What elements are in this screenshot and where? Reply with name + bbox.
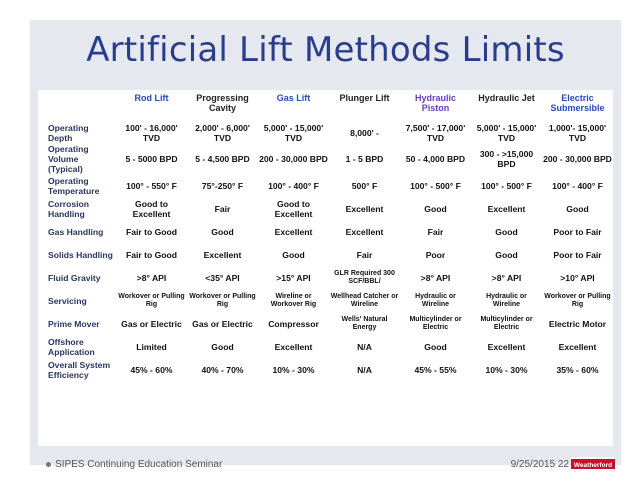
row-label: Operating Volume (Typical) [48,144,89,174]
table-cell: 35% - 60% [556,364,599,375]
header-hydraulic-piston: Hydraulic Piston [414,93,456,113]
table-cell: Multicylinder or Electric [480,315,533,331]
header-progressing-cavity: Progressing Cavity [196,93,249,113]
table-cell: Hydraulic or Wireline [486,292,527,308]
header-blank [38,90,116,121]
table-cell: >8° API [491,272,522,283]
table-cell: 45% - 55% [414,364,457,375]
header-gas-lift: Gas Lift [276,93,311,103]
table-cell: Excellent [558,341,597,352]
table-cell: 7,500' - 17,000' TVD [405,122,466,143]
table-cell: Good [211,341,234,352]
table-cell: Gas or Electric [121,318,182,329]
header-electric-submersible: Electric Submersible [550,93,605,113]
table-cell: Poor to Fair [553,226,602,237]
limits-table-container [38,90,613,446]
table-cell: N/A [357,341,372,352]
table-row [38,144,613,174]
table-cell: Good [424,341,447,352]
header-rod-lift: Rod Lift [134,93,169,103]
table-cell: 200 - 30,000 BPD [259,154,328,164]
slide [30,20,621,470]
table-cell: GLR Required 300 SCF/BBL/ [334,269,395,285]
table-cell: Excellent [345,226,384,237]
table-cell: Wireline or Workover Rig [270,292,317,308]
table-header-row [38,90,613,121]
row-label: Gas Handling [48,226,104,237]
table-cell: Workover or Pulling Rig [189,292,256,308]
table-cell: 5 - 5000 BPD [125,154,178,164]
table-cell: 8,000' - [350,127,379,138]
table-cell: Gas or Electric [192,318,253,329]
footer-seminar-text: SIPES Continuing Education Seminar [55,459,223,470]
table-row [38,174,613,197]
row-label: Overall System Efficiency [48,359,111,380]
table-cell: Good [424,203,447,214]
weatherford-logo [571,457,615,471]
table-cell: Good [495,249,518,260]
table-cell: 5,000' - 15,000' TVD [476,122,537,143]
row-label: Fluid Gravity [48,272,101,283]
table-cell: Excellent [487,203,526,214]
table-cell: Good [282,249,305,260]
footer-date-text: 9/25/2015 [510,459,556,470]
table-cell: Good [566,203,589,214]
table-cell: Wellhead Catcher or Wireline [330,292,399,308]
row-label: Servicing [48,295,87,306]
table-cell: Workover or Pulling Rig [118,292,185,308]
table-cell: 200 - 30,000 BPD [543,154,612,164]
table-cell: 100' - 16,000' TVD [125,122,178,143]
table-cell: 75°-250° F [201,180,244,191]
table-cell: >10° API [560,272,595,283]
table-cell: 10% - 30% [485,364,528,375]
table-cell: >15° API [276,272,311,283]
row-label: Prime Mover [48,318,100,329]
table-cell: 10% - 30% [272,364,315,375]
table-cell: <35° API [205,272,240,283]
table-cell: Limited [136,341,167,352]
table-cell: Excellent [487,341,526,352]
table-cell: 500° F [351,180,378,191]
table-row [38,197,613,220]
table-cell: Fair [427,226,444,237]
table-cell: Excellent [203,249,242,260]
table-row [38,220,613,243]
footer-left [46,459,222,470]
table-cell: 1,000'- 15,000' TVD [548,122,607,143]
table-cell: N/A [357,364,372,375]
table-cell: Excellent [274,226,313,237]
table-cell: Excellent [345,203,384,214]
row-label: Solids Handling [48,249,113,260]
page-number: 22 [557,459,569,470]
table-cell: 2,000' - 6,000' TVD [195,122,250,143]
table-cell: Good to Excellent [274,198,313,219]
table-cell: 100° - 400° F [268,180,319,191]
table-cell: Poor [425,249,446,260]
table-cell: 1 - 5 BPD [345,154,384,164]
row-label: Operating Temperature [48,175,100,196]
table-cell: Poor to Fair [553,249,602,260]
header-hydraulic-jet: Hydraulic Jet [478,93,535,103]
row-label: Operating Depth [48,122,89,143]
table-cell: 100° - 550° F [126,180,177,191]
bullet-icon [46,462,51,467]
table-row [38,335,613,358]
table-cell: Fair [356,249,373,260]
table-cell: 45% - 60% [130,364,173,375]
table-cell: Workover or Pulling Rig [544,292,611,308]
table-cell: 50 - 4,000 BPD [405,154,466,164]
table-row [38,266,613,289]
table-cell: Multicylinder or Electric [409,315,462,331]
footer [30,456,621,476]
table-cell: Excellent [274,341,313,352]
svg-text:Weatherford: Weatherford [573,462,613,469]
table-cell: 100° - 400° F [552,180,603,191]
table-cell: 100° - 500° F [481,180,532,191]
footer-date [511,459,569,470]
table-cell: 5,000' - 15,000' TVD [263,122,324,143]
table-row [38,358,613,381]
table-cell: Good to Excellent [132,198,171,219]
limits-table [38,90,613,381]
table-cell: >8° API [136,272,167,283]
table-cell: Fair to Good [125,226,178,237]
table-cell: Good [495,226,518,237]
table-cell: Fair to Good [125,249,178,260]
row-label: Offshore Application [48,336,95,357]
table-cell: >8° API [420,272,451,283]
table-cell: 40% - 70% [201,364,244,375]
table-row [38,243,613,266]
table-cell: 5 - 4,500 BPD [195,154,250,164]
table-cell: Good [211,226,234,237]
table-cell: Electric Motor [548,318,607,329]
row-label: Corrosion Handling [48,198,90,219]
table-cell: Hydraulic or Wireline [415,292,456,308]
table-row [38,312,613,335]
table-row [38,121,613,144]
table-cell: 300 - >15,000 BPD [479,149,534,169]
header-plunger-lift: Plunger Lift [339,93,390,103]
slide-title: Artificial Lift Methods Limits [86,30,565,70]
table-cell: Fair [214,203,231,214]
table-row [38,289,613,312]
table-body [38,121,613,381]
table-cell: 100° - 500° F [410,180,461,191]
table-cell: Compressor [268,318,319,329]
table-cell: Wells' Natural Energy [341,315,388,331]
